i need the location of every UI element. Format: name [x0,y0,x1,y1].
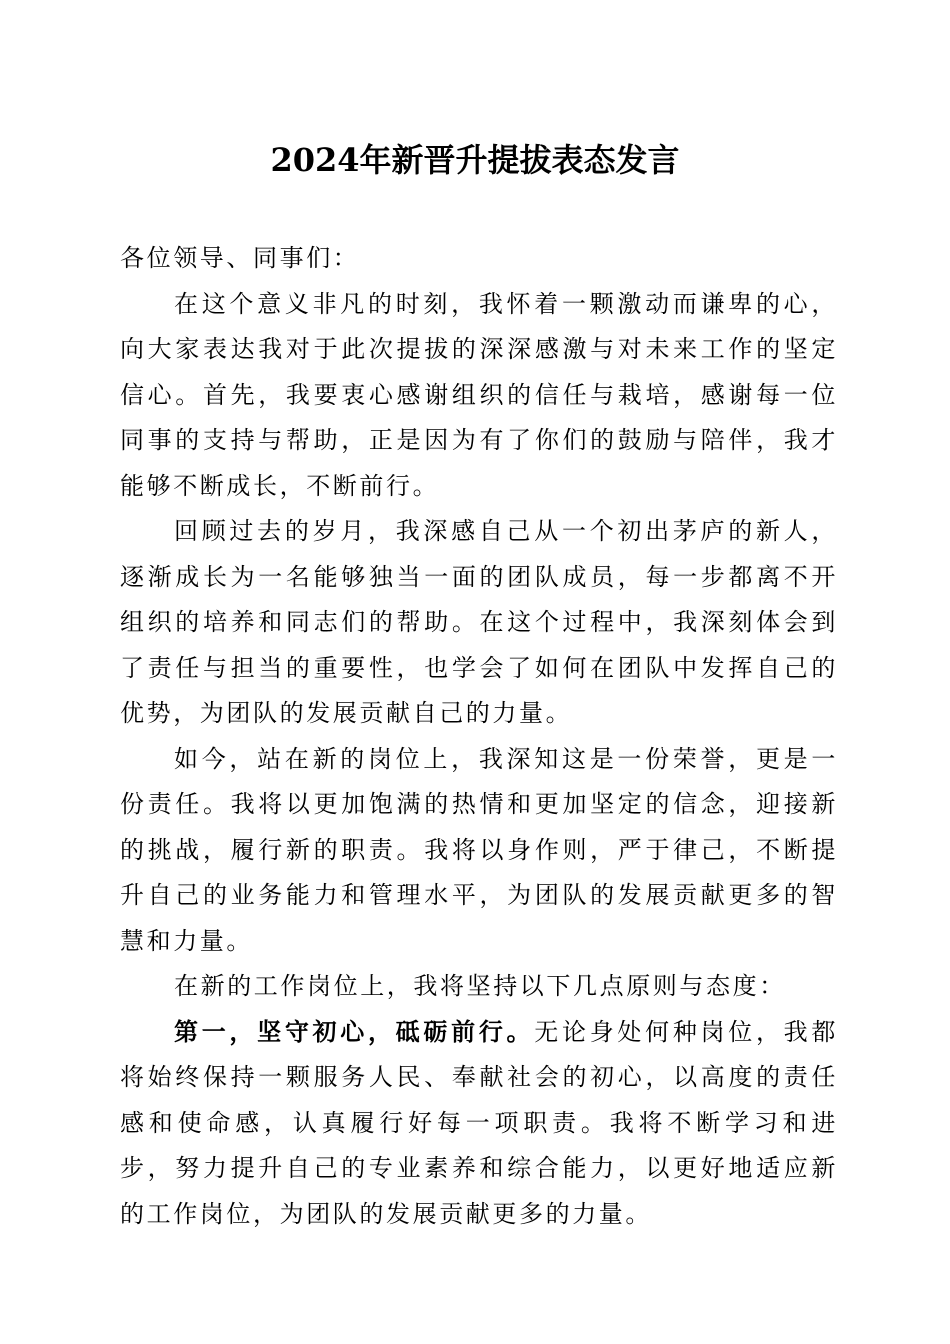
paragraph-point-one [120,1010,838,1238]
paragraph-new-role: 如今，站在新的岗位上，我深知这是一份荣誉，更是一份责任。我将以更加饱满的热情和更加坚定的信念，迎接新的挑战，履行新的职责。我将以身作则，严于律己，不断提升自己的业务能力和管理水平，为团队的发展贡献更多的智慧和力量。 [120,744,838,955]
paragraph-review: 回顾过去的岁月，我深感自己从一个初出茅庐的新人，逐渐成长为一名能够独当一面的团队成员，每一步都离不开组织的培养和同志们的帮助。在这个过程中，我深刻体会到了责任与担当的重要性，也学会了如何在团队中发挥自己的优势，为团队的发展贡献自己的力量。 [120,517,838,727]
point-one-lead: 第一，坚守初心，砥砺前行。 [174,1017,535,1046]
salutation: 各位领导、同事们： [120,244,360,272]
document-body [120,236,838,1237]
document-title: 2024年新晋升提拔表态发言 [270,141,680,179]
paragraph-gratitude: 在这个意义非凡的时刻，我怀着一颗激动而谦卑的心，向大家表达我对于此次提拔的深深感激与对未来工作的坚定信心。首先，我要衷心感谢组织的信任与栽培，感谢每一位同事的支持与帮助，正是因为有了你们的鼓励与陪伴，我才能够不断成长，不断前行。 [120,289,838,500]
paragraph-principles-intro: 在新的工作岗位上，我将坚持以下几点原则与态度： [174,972,786,1000]
point-one-text: 无论身处何种岗位，我都将始终保持一颗服务人民、奉献社会的初心，以高度的责任感和使命感，认真履行好每一项职责。我将不断学习和进步，努力提升自己的专业素养和综合能力，以更好地适应新的工作岗位，为团队的发展贡献更多的力量。 [120,1017,838,1228]
